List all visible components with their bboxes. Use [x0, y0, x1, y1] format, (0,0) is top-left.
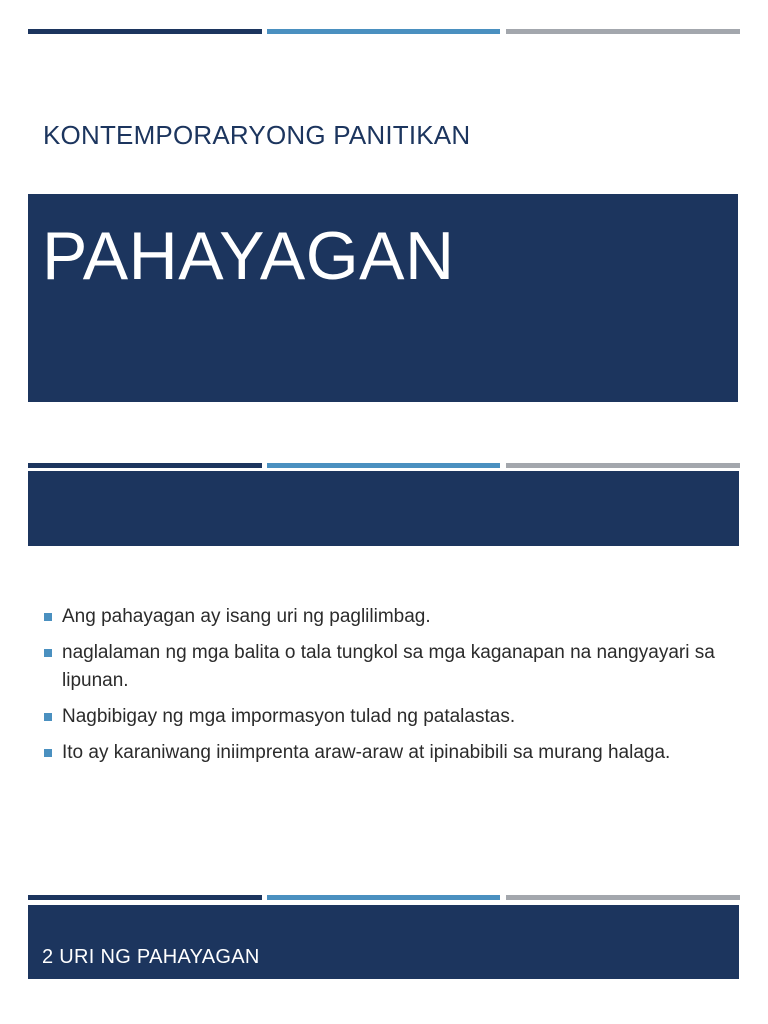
- section-stripe-navy: [28, 463, 262, 468]
- section-stripe-gray: [506, 463, 740, 468]
- bullet-text: naglalaman ng mga balita o tala tungkol sa mga kaganapan na nangyayari sa lipunan.: [62, 642, 715, 691]
- bullet-list: [44, 603, 724, 775]
- square-bullet-icon: [44, 649, 52, 657]
- slide-subtitle: KONTEMPORARYONG PANITIKAN: [43, 120, 471, 150]
- slide-title: PAHAYAGAN: [42, 218, 455, 294]
- bullet-item: [44, 639, 724, 695]
- square-bullet-icon: [44, 713, 52, 721]
- footer-stripe-gray: [506, 895, 740, 900]
- bullet-text: Ito ay karaniwang iniimprenta araw-araw at ipinabibili sa murang halaga.: [62, 742, 671, 763]
- bullet-item: [44, 739, 724, 767]
- bullet-item: [44, 603, 724, 631]
- header-stripe-gray: [506, 29, 740, 34]
- header-stripe-blue: [267, 29, 500, 34]
- bullet-item: [44, 703, 724, 731]
- bullet-text: Nagbibigay ng mga impormasyon tulad ng patalastas.: [62, 706, 516, 727]
- section-banner: [28, 471, 739, 546]
- header-stripe-navy: [28, 29, 262, 34]
- footer-stripe-navy: [28, 895, 262, 900]
- next-slide-banner: [28, 905, 739, 979]
- bullet-text: Ang pahayagan ay isang uri ng paglilimbag.: [62, 606, 431, 627]
- title-banner: [28, 194, 738, 402]
- section-stripe-blue: [267, 463, 500, 468]
- footer-stripe-blue: [267, 895, 500, 900]
- square-bullet-icon: [44, 613, 52, 621]
- next-slide-title: 2 URI NG PAHAYAGAN: [42, 946, 260, 968]
- square-bullet-icon: [44, 749, 52, 757]
